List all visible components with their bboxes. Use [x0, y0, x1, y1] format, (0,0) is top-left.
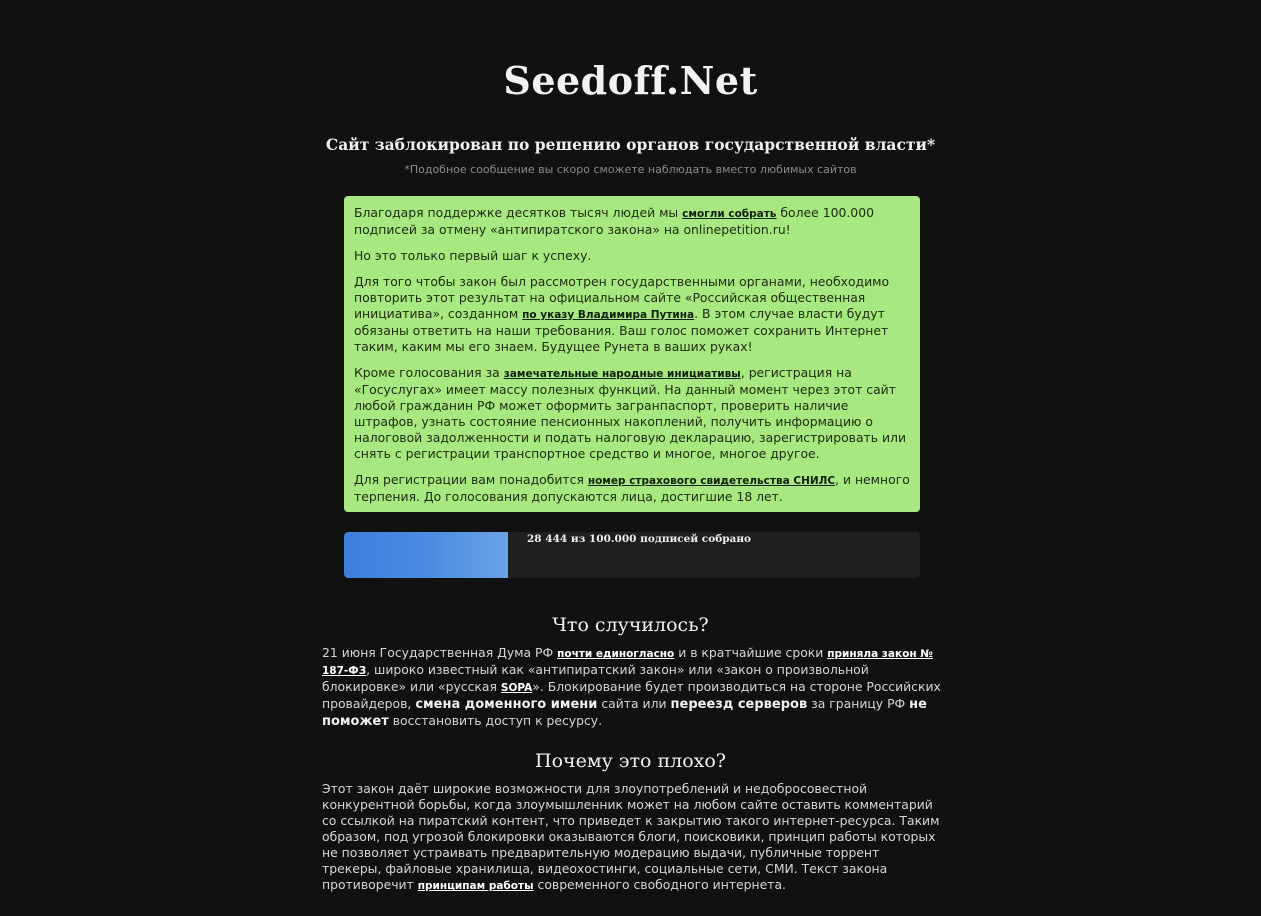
sopa-link[interactable]: SOPA — [500, 682, 533, 694]
block-notice-footnote: *Подобное сообщение вы скоро сможете наблюдать вместо любимых сайтов — [404, 163, 857, 176]
why-bad-text — [322, 781, 942, 894]
article-text: восстановить доступ к ресурсу. — [388, 713, 603, 728]
article-text: современного свободного интернета. — [533, 877, 786, 892]
progress-fill — [344, 532, 508, 578]
info-text: Для регистрации вам понадобится — [354, 472, 588, 487]
block-notice-title: Сайт заблокирован по решению органов государственной власти* — [325, 135, 936, 154]
info-paragraph-2: Но это только первый шаг к успеху. — [354, 248, 592, 263]
info-paragraph-1 — [354, 205, 910, 238]
initiatives-link[interactable]: замечательные народные инициативы — [503, 368, 741, 380]
unanimously-link[interactable]: почти единогласно — [557, 648, 675, 660]
collected-link[interactable]: смогли собрать — [682, 208, 777, 220]
info-text: Кроме голосования за — [354, 365, 504, 380]
emphasis-wont-help: не поможет — [322, 697, 927, 729]
info-paragraph-4 — [354, 365, 910, 462]
site-title: Seedoff.Net — [503, 58, 758, 103]
info-text: . В этом случае власти будут обязаны ответить на наши требования. Ваш голос поможет сохранить Интернет таким, каким мы его знаем. Будущее Рунета в ваших руках! — [354, 306, 889, 354]
info-paragraph-3 — [354, 274, 910, 355]
emphasis-server-move: переезд серверов — [670, 697, 808, 712]
article-text: , широко известный как «антипиратский закон» или «закон о произвольной блокировке» или «русская — [322, 662, 869, 694]
info-text: Благодаря поддержке десятков тысяч людей мы — [354, 205, 683, 220]
info-text: , и немного терпения. До голосования допускаются лица, достигшие 18 лет. — [354, 472, 910, 504]
putin-decree-link[interactable]: по указу Владимира Путина — [522, 309, 695, 321]
what-happened-text — [322, 645, 942, 730]
why-bad-title: Почему это плохо? — [535, 750, 726, 772]
snils-link[interactable]: номер страхового свидетельства СНИЛС — [587, 475, 836, 487]
article-text: Этот закон даёт широкие возможности для злоупотреблений и недобросовестной конкурентной борьбы, когда злоумышленник может на любом сайте оставить комментарий со ссылкой на пиратский контент, что приведет к закрытию такого интернет-ресурса. Таким образом, под угрозой блокировки оказываются блоги, поисковики, принцип работы которых не позволяет устраивать предварительную модерацию выдачи, публичные торрент трекеры, файловые хранилища, видеохостинги, социальные сети, СМИ. Текст закона противоречит — [322, 781, 940, 892]
principles-link[interactable]: принципам работы — [417, 880, 534, 892]
info-text: Для того чтобы закон был рассмотрен государственными органами, необходимо повторить этот результат на официальном сайте «Российская общественная инициатива», созданном — [354, 274, 890, 321]
article-text: и в кратчайшие сроки — [674, 645, 828, 660]
article-text: ». Блокирование будет производиться на стороне Российских провайдеров, — [322, 679, 941, 711]
article-text: за границу РФ — [807, 696, 910, 711]
law-187-link[interactable]: приняла закон № 187-ФЗ — [322, 648, 933, 677]
signature-progress-bar — [344, 532, 920, 578]
info-text: , регистрация на «Госуслугах» имеет массу полезных функций. На данный момент через этот сайт любой гражданин РФ может оформить загранпаспорт, проверить наличие штрафов, узнать состояние пенсионных накоплений, получить информацию о налоговой задолженности и подать налоговую декларацию, зарегистрировать или снять с регистрации транспортное средство и многое, многое другое. — [354, 365, 907, 461]
info-box — [344, 196, 920, 512]
emphasis-domain-change: смена доменного имени — [415, 697, 598, 712]
info-text: более 100.000 подписей за отмену «антипиратского закона» на onlinepetition.ru! — [354, 205, 874, 237]
article-text: 21 июня Государственная Дума РФ — [322, 645, 558, 660]
info-paragraph-5 — [354, 472, 910, 505]
article-text: сайта или — [597, 696, 671, 711]
progress-label: 28 444 из 100.000 подписей собрано — [527, 533, 752, 545]
what-happened-title: Что случилось? — [552, 614, 709, 636]
